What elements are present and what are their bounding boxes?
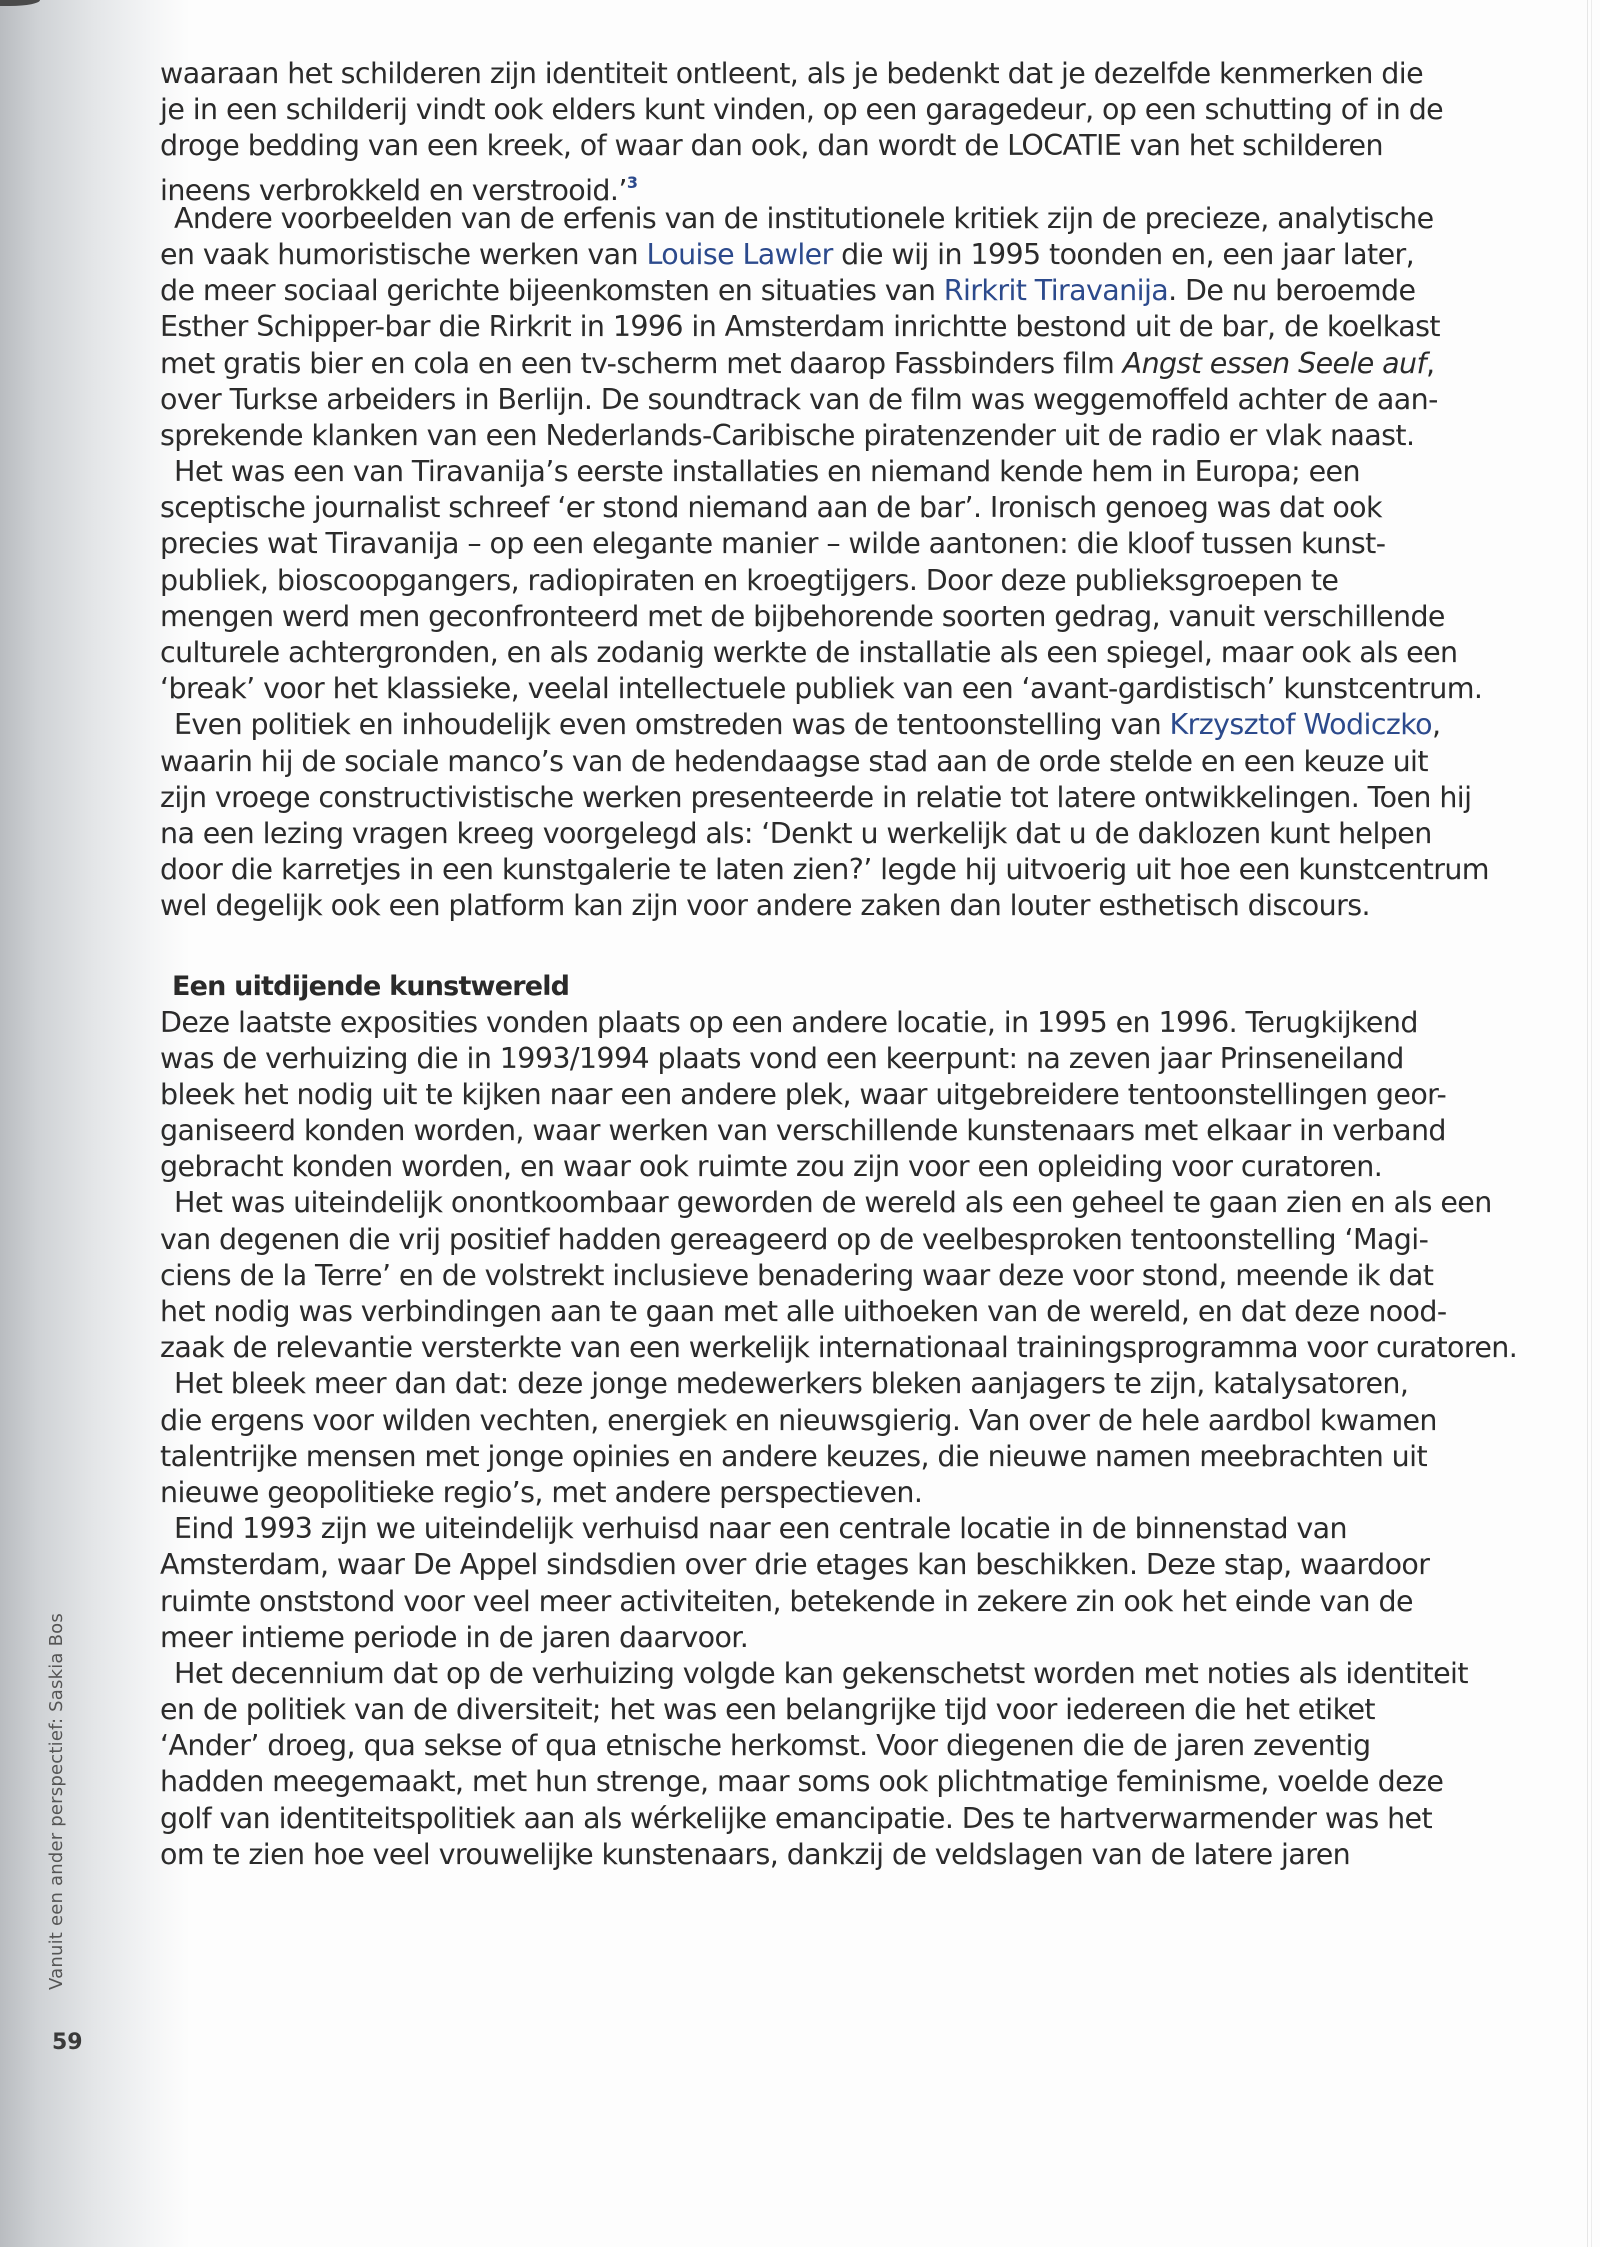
text-line: ganiseerd konden worden, waar werken van verschillende kunstenaars met elkaar in verband — [160, 1114, 1446, 1148]
text-line — [160, 273, 1550, 309]
text-line: sprekende klanken van een Nederlands-Caribische piratenzender uit de radio er vlak naast. — [160, 418, 1415, 452]
text-line: bleek het nodig uit te kijken naar een andere plek, waar uitgebreidere tentoonstellingen geor- — [160, 1077, 1447, 1111]
text-segment: Even politiek en inhoudelijk even omstreden was de tentoonstelling van — [174, 708, 1170, 742]
text-line — [160, 237, 1550, 273]
text-line: en de politiek van de diversiteit; het was een belangrijke tijd voor iedereen die het etiket — [160, 1693, 1375, 1727]
text-line: sceptische journalist schreef ‘er stond niemand aan de bar’. Ironisch genoeg was dat ook — [160, 491, 1382, 525]
page-edge — [1587, 0, 1592, 2247]
text-line: mengen werd men geconfronteerd met de bijbehorende soorten gedrag, vanuit verschillende — [160, 599, 1445, 633]
page-body — [160, 56, 1550, 1873]
text-line: precies wat Tiravanija – op een elegante manier – wilde aantonen: die kloof tussen kunst- — [160, 527, 1386, 561]
text-line: na een lezing vragen kreeg voorgelegd als: ‘Denkt u werkelijk dat u de daklozen kunt helpen — [160, 816, 1432, 850]
text-segment: met gratis bier en cola en een tv-scherm met daarop Fassbinders film — [160, 346, 1123, 380]
film-title: Angst essen Seele auf — [1122, 346, 1426, 380]
text-line: ciens de la Terre’ en de volstrekt inclusieve benadering waar deze voor stond, meende ik dat — [160, 1258, 1434, 1292]
section-heading: Een uitdijende kunstwereld — [172, 970, 570, 1002]
text-line: Het was een van Tiravanija’s eerste installaties en niemand kende hem in Europa; een — [174, 455, 1360, 489]
paragraph-magiciens — [160, 1185, 1550, 1366]
artist-name-louise-lawler[interactable]: Louise Lawler — [646, 237, 833, 271]
paragraph-end-1993 — [160, 1511, 1550, 1656]
text-segment: de meer sociaal gerichte bijeenkomsten en situaties van — [160, 274, 944, 308]
paragraph-identity-politics — [160, 1656, 1550, 1873]
text-line: van degenen die vrij positief hadden gereageerd op de veelbesproken tentoonstelling ‘Magi- — [160, 1222, 1429, 1256]
text-line: je in een schilderij vindt ook elders kunt vinden, op een garagedeur, op een schutting of in de — [160, 93, 1444, 127]
text-line: Esther Schipper-bar die Rirkrit in 1996 in Amsterdam inrichtte bestond uit de bar, de koelkast — [160, 310, 1440, 344]
running-title: Vanuit een ander perspectief: Saskia Bos — [46, 1613, 67, 1990]
paragraph-lawler-tiravanija — [160, 201, 1550, 454]
text-line — [160, 707, 1550, 743]
text-line: die ergens voor wilden vechten, energiek en nieuwsgierig. Van over de hele aardbol kwamen — [160, 1403, 1437, 1437]
text-line: over Turkse arbeiders in Berlijn. De soundtrack van de film was weggemoffeld achter de aan- — [160, 382, 1438, 416]
page-number: 59 — [52, 2030, 83, 2055]
text-line: Het bleek meer dan dat: deze jonge medewerkers bleken aanjagers te zijn, katalysatoren, — [174, 1367, 1409, 1401]
paragraph-tiravanija-installation — [160, 454, 1550, 707]
artist-name-krzysztof-wodiczko[interactable]: Krzysztof Wodiczko — [1169, 708, 1432, 742]
paragraph-relocation — [160, 1005, 1550, 1186]
text-line: was de verhuizing die in 1993/1994 plaats vond een keerpunt: na zeven jaar Prinseneiland — [160, 1041, 1404, 1075]
text-line: Het decennium dat op de verhuizing volgde kan gekenschetst worden met noties als identiteit — [174, 1656, 1468, 1690]
text-line: publiek, bioscoopgangers, radiopiraten en kroegtijgers. Door deze publieksgroepen te — [160, 563, 1339, 597]
text-line: Eind 1993 zijn we uiteindelijk verhuisd naar een centrale locatie in de binnenstad van — [174, 1512, 1347, 1546]
text-line: Andere voorbeelden van de erfenis van de institutionele kritiek zijn de precieze, analytische — [174, 201, 1434, 235]
text-line: wel degelijk ook een platform kan zijn voor andere zaken dan louter esthetisch discours. — [160, 889, 1370, 923]
text-segment: en vaak humoristische werken van — [160, 237, 647, 271]
text-line: door die karretjes in een kunstgalerie te laten zien?’ legde hij uitvoerig uit hoe een kunstcentrum — [160, 853, 1489, 887]
paragraph-young-staff — [160, 1366, 1550, 1511]
text-line: waaraan het schilderen zijn identiteit ontleent, als je bedenkt dat je dezelfde kenmerken die — [160, 57, 1424, 90]
text-segment: , — [1425, 346, 1435, 380]
text-line: hadden meegemaakt, met hun strenge, maar soms ook plichtmatige feminisme, voelde deze — [160, 1765, 1444, 1799]
text-segment: ineens verbrokkeld en verstrooid.’ — [160, 173, 627, 207]
text-line: ‘Ander’ droeg, qua sekse of qua etnische herkomst. Voor diegenen die de jaren zeventig — [160, 1729, 1371, 1763]
artist-name-rirkrit-tiravanija[interactable]: Rirkrit Tiravanija — [943, 274, 1169, 308]
text-line: gebracht konden worden, en waar ook ruimte zou zijn voor een opleiding voor curatoren. — [160, 1150, 1383, 1184]
text-line: ruimte onststond voor veel meer activiteiten, betekende in zekere zin ook het einde van de — [160, 1584, 1413, 1618]
text-line: Amsterdam, waar De Appel sindsdien over drie etages kan beschikken. Deze stap, waardoor — [160, 1548, 1430, 1582]
text-segment: die wij in 1995 toonden en, een jaar later, — [832, 237, 1415, 271]
text-line: Het was uiteindelijk onontkoombaar geworden de wereld als een geheel te gaan zien en als een — [174, 1186, 1492, 1220]
text-segment: , — [1431, 708, 1441, 742]
text-line: waarin hij de sociale manco’s van de hedendaagse stad aan de orde stelde en een keuze uit — [160, 744, 1428, 778]
text-line: droge bedding van een kreek, of waar dan ook, dan wordt de LOCATIE van het schilderen — [160, 129, 1383, 163]
text-line: Deze laatste exposities vonden plaats op een andere locatie, in 1995 en 1996. Terugkijkend — [160, 1005, 1418, 1039]
text-line: nieuwe geopolitieke regio’s, met andere perspectieven. — [160, 1475, 923, 1509]
text-line — [160, 165, 1550, 207]
text-line: het nodig was verbindingen aan te gaan met alle uithoeken van de wereld, en dat deze nood- — [160, 1295, 1447, 1328]
paragraph-quote-end — [160, 56, 1550, 207]
text-line — [160, 346, 1550, 382]
text-line: talentrijke mensen met jonge opinies en andere keuzes, die nieuwe namen meebrachten uit — [160, 1439, 1428, 1473]
text-line: ‘break’ voor het klassieke, veelal intellectuele publiek van een ‘avant-gardistisch’ kunstcentrum. — [160, 672, 1483, 706]
section-spacer — [160, 925, 1550, 969]
text-line: meer intieme periode in de jaren daarvoor. — [160, 1620, 749, 1654]
text-line: golf van identiteitspolitiek aan als wérkelijke emancipatie. Des te hartverwarmender was het — [160, 1801, 1433, 1835]
text-line: culturele achtergronden, en als zodanig werkte de installatie als een spiegel, maar ook als een — [160, 636, 1458, 669]
paragraph-wodiczko — [160, 707, 1550, 924]
text-line: om te zien hoe veel vrouwelijke kunstenaars, dankzij de veldslagen van de latere jaren — [160, 1837, 1351, 1871]
text-line: zaak de relevantie versterkte van een werkelijk internationaal trainingsprogramma voor curatoren. — [160, 1331, 1518, 1365]
text-line: zijn vroege constructivistische werken presenteerde in relatie tot latere ontwikkelingen. Toen hij — [160, 780, 1472, 814]
footnote-marker[interactable]: 3 — [626, 172, 638, 192]
text-segment: . De nu beroemde — [1168, 274, 1416, 308]
